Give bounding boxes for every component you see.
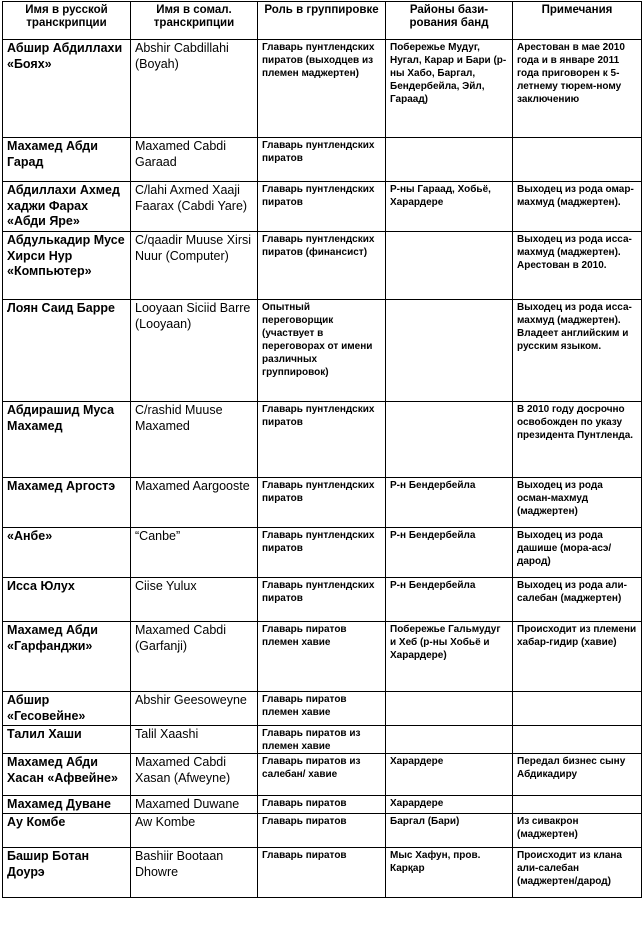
cell-russian-name: Махамед Абди Гарад xyxy=(3,138,131,182)
header-row xyxy=(3,2,642,40)
cell-somali-name: C/lahi Axmed Xaaji Faarax (Cabdi Yare) xyxy=(131,182,258,232)
cell-role: Главарь пиратов племен хавие xyxy=(258,622,386,692)
cell-region: Р-н Бендербейла xyxy=(386,578,513,622)
cell-somali-name: Abshir Cabdillahi (Boyah) xyxy=(131,40,258,138)
cell-russian-name: Абдирашид Муса Махамед xyxy=(3,402,131,478)
table-row xyxy=(3,796,642,814)
cell-somali-name: “Canbe” xyxy=(131,528,258,578)
table-row xyxy=(3,754,642,796)
cell-note: Выходец из рода исса-махмуд (маджертен). Арестован в 2010. xyxy=(513,232,642,300)
cell-somali-name: Looyaan Siciid Barre (Looyaan) xyxy=(131,300,258,402)
table-row xyxy=(3,40,642,138)
table-row xyxy=(3,528,642,578)
table-row xyxy=(3,692,642,726)
cell-somali-name: Maxamed Duwane xyxy=(131,796,258,814)
table-row xyxy=(3,300,642,402)
cell-russian-name: Ау Комбе xyxy=(3,814,131,848)
cell-note xyxy=(513,796,642,814)
cell-somali-name: Abshir Geesoweyne xyxy=(131,692,258,726)
cell-note: Выходец из рода исса-махмуд (маджертен). Владеет английским и русским языком. xyxy=(513,300,642,402)
table-row xyxy=(3,622,642,692)
table-row xyxy=(3,578,642,622)
cell-region xyxy=(386,726,513,754)
cell-region: Харардере xyxy=(386,796,513,814)
cell-note xyxy=(513,726,642,754)
header-role: Роль в группировке xyxy=(258,2,386,40)
cell-region: Р-н Бендербейла xyxy=(386,478,513,528)
cell-note: Выходец из рода омар-махмуд (маджертен). xyxy=(513,182,642,232)
cell-note: Выходец из рода осман-махмуд (маджертен) xyxy=(513,478,642,528)
cell-role: Главарь пиратов xyxy=(258,814,386,848)
cell-russian-name: Лоян Саид Барре xyxy=(3,300,131,402)
cell-note: Из сивакрон (маджертен) xyxy=(513,814,642,848)
cell-russian-name: Махамед Дуване xyxy=(3,796,131,814)
cell-russian-name: Исса Юлух xyxy=(3,578,131,622)
cell-somali-name: C/qaadir Muuse Xirsi Nuur (Computer) xyxy=(131,232,258,300)
cell-role: Главарь пиратов из салебан/ хавие xyxy=(258,754,386,796)
cell-region xyxy=(386,402,513,478)
cell-region: Харардере xyxy=(386,754,513,796)
cell-note: В 2010 году досрочно освобожден по указу президента Пунтленда. xyxy=(513,402,642,478)
cell-role: Главарь пунтлендских пиратов xyxy=(258,138,386,182)
header-somali-name: Имя в сомал. транскрипции xyxy=(131,2,258,40)
cell-somali-name: Bashiir Bootaan Dhowre xyxy=(131,848,258,898)
header-regions: Районы бази-рования банд xyxy=(386,2,513,40)
cell-somali-name: Maxamed Cabdi (Garfanji) xyxy=(131,622,258,692)
cell-role: Главарь пунтлендских пиратов xyxy=(258,578,386,622)
cell-region xyxy=(386,300,513,402)
cell-note: Арестован в мае 2010 года и в январе 2011 года приговорен к 5-летнему тюрем-ному заключению xyxy=(513,40,642,138)
cell-russian-name: Абшир Абдиллахи «Боях» xyxy=(3,40,131,138)
header-russian-name: Имя в русской транскрипции xyxy=(3,2,131,40)
cell-role: Главарь пунтлендских пиратов xyxy=(258,478,386,528)
cell-role: Главарь пунтлендских пиратов xyxy=(258,528,386,578)
cell-note xyxy=(513,692,642,726)
cell-russian-name: Абдулькадир Мусе Хирси Нур «Компьютер» xyxy=(3,232,131,300)
cell-region xyxy=(386,232,513,300)
table-row xyxy=(3,402,642,478)
cell-region: Баргал (Бари) xyxy=(386,814,513,848)
cell-region: Мыс Хафун, пров. Карқар xyxy=(386,848,513,898)
cell-somali-name: Maxamed Cabdi Xasan (Afweyne) xyxy=(131,754,258,796)
table-row xyxy=(3,182,642,232)
cell-russian-name: Махамед Аргостэ xyxy=(3,478,131,528)
pirates-table xyxy=(2,1,642,898)
table-row xyxy=(3,138,642,182)
cell-region xyxy=(386,138,513,182)
cell-role: Главарь пиратов xyxy=(258,796,386,814)
cell-somali-name: Maxamed Aargooste xyxy=(131,478,258,528)
cell-note: Передал бизнес сыну Абдикадиру xyxy=(513,754,642,796)
cell-russian-name: Абшир «Гесовейне» xyxy=(3,692,131,726)
cell-role: Главарь пунтлендских пиратов xyxy=(258,402,386,478)
cell-somali-name: Talil Xaashi xyxy=(131,726,258,754)
cell-role: Опытный переговорщик (участвует в переговорах от имени различных группировок) xyxy=(258,300,386,402)
cell-somali-name: Aw Kombe xyxy=(131,814,258,848)
cell-role: Главарь пунтлендских пиратов (финансист) xyxy=(258,232,386,300)
cell-role: Главарь пунтлендских пиратов (выходцев из племен маджертен) xyxy=(258,40,386,138)
cell-role: Главарь пунтлендских пиратов xyxy=(258,182,386,232)
table-row xyxy=(3,848,642,898)
cell-role: Главарь пиратов xyxy=(258,848,386,898)
cell-note: Выходец из рода дашише (мора-асэ/дарод) xyxy=(513,528,642,578)
cell-role: Главарь пиратов из племен хавие xyxy=(258,726,386,754)
cell-region: Побережье Гальмудуг и Хеб (р-ны Хобьё и Харардере) xyxy=(386,622,513,692)
cell-russian-name: Махамед Абди Хасан «Афвейне» xyxy=(3,754,131,796)
cell-russian-name: Махамед Абди «Гарфанджи» xyxy=(3,622,131,692)
cell-somali-name: Maxamed Cabdi Garaad xyxy=(131,138,258,182)
table-row xyxy=(3,814,642,848)
cell-region xyxy=(386,692,513,726)
cell-note xyxy=(513,138,642,182)
table-row xyxy=(3,726,642,754)
cell-note: Выходец из рода али-салебан (маджертен) xyxy=(513,578,642,622)
cell-russian-name: Талил Хаши xyxy=(3,726,131,754)
cell-region: Р-н Бендербейла xyxy=(386,528,513,578)
cell-russian-name: Башир Ботан Доурэ xyxy=(3,848,131,898)
cell-russian-name: «Анбе» xyxy=(3,528,131,578)
cell-somali-name: C/rashid Muuse Maxamed xyxy=(131,402,258,478)
cell-role: Главарь пиратов племен хавие xyxy=(258,692,386,726)
header-notes: Примечания xyxy=(513,2,642,40)
table-row xyxy=(3,478,642,528)
cell-region: Побережье Мудуг, Нугал, Карар и Бари (р-ны Хабо, Баргал, Бендербейла, Эйл, Гараад) xyxy=(386,40,513,138)
cell-region: Р-ны Гараад, Хобьё, Харардере xyxy=(386,182,513,232)
cell-note: Происходит из клана али-салебан (маджертен/дарод) xyxy=(513,848,642,898)
cell-note: Происходит из племени хабар-гидир (хавие) xyxy=(513,622,642,692)
table-row xyxy=(3,232,642,300)
cell-russian-name: Абдиллахи Ахмед хаджи Фарах «Абди Яре» xyxy=(3,182,131,232)
cell-somali-name: Ciise Yulux xyxy=(131,578,258,622)
